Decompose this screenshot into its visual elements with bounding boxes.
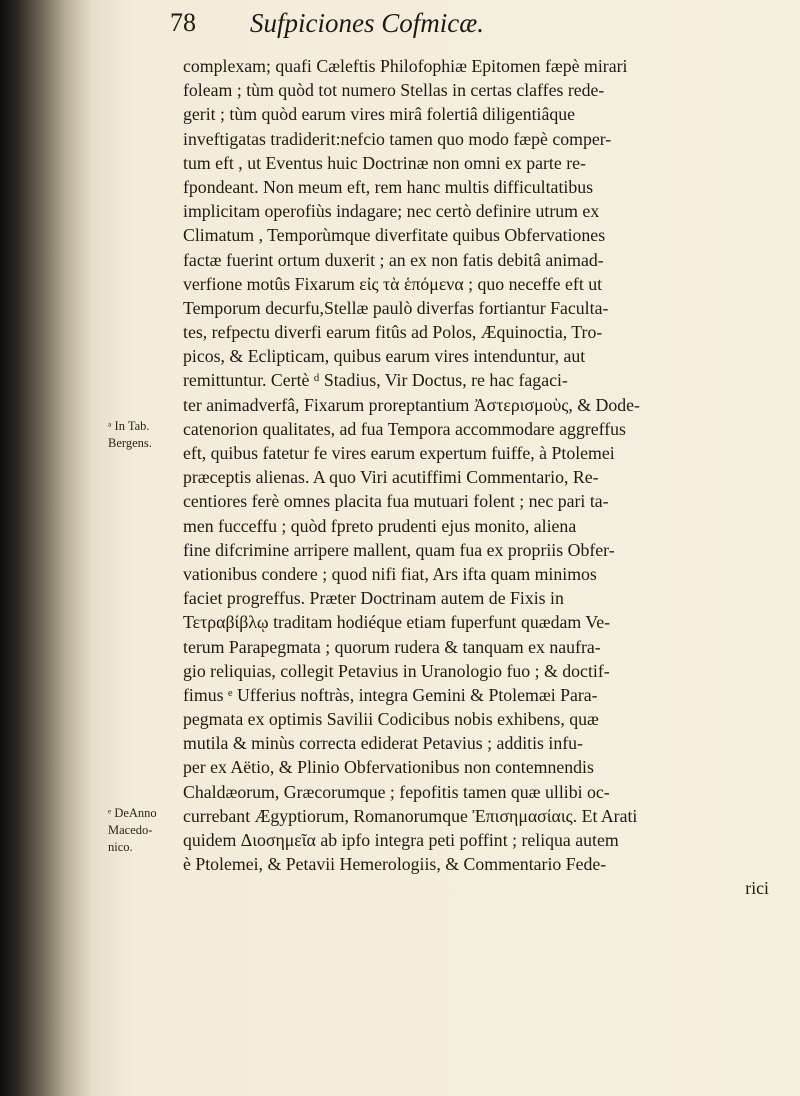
text-line: vationibus condere ; quod nifi fiat, Ars ifta quam minimos [183, 563, 597, 584]
catchword: rici [745, 878, 769, 899]
text-line: inveftigatas tradiderit:nefcio tamen quo modo fæpè comper- [183, 128, 612, 149]
text-line: tes, refpectu diverfi earum fitûs ad Polos, Æquinoctia, Tro- [183, 322, 603, 343]
text-line: pegmata ex optimis Savilii Codicibus nobis exhibens, quæ [183, 709, 599, 730]
text-line: verfione motûs Fixarum εἰς τὰ ἑπόμενα ; quo neceffe eft ut [183, 273, 603, 294]
text-line: præceptis alienas. A quo Viri acutiffimi Commentario, Re- [183, 467, 599, 488]
text-line: per ex Aëtio, & Plinio Obfervationibus non contemnendis [183, 757, 594, 778]
text-line: fimus ᵉ Ufferius noftràs, integra Gemini & Ptolemæi Para- [183, 684, 598, 705]
text-line: eft, quibus fatetur fe vires earum expertum fuiffe, à Ptolemei [183, 443, 615, 463]
text-line: Chaldæorum, Græcorumque ; fepofitis tamen quæ ullibi oc- [183, 781, 610, 802]
margin-note-line: nico. [108, 840, 133, 854]
text-line: complexam; quafi Cæleftis Philofophiæ Epitomen fæpè mirari [183, 56, 628, 76]
text-line: factæ fuerint ortum duxerit ; an ex non fatis debitâ animad- [183, 249, 604, 270]
margin-note-line: Bergens. [108, 436, 152, 450]
text-line: picos, & Eclipticam, quibus earum vires intenduntur, aut [183, 346, 586, 367]
text-line: Τετραβίβλῳ traditam hodiéque etiam fuperfunt quædam Ve- [183, 612, 611, 633]
text-line: gerit ; tùm quòd earum vires mirâ folertiâ diligentiâque [183, 104, 576, 125]
text-line: faciet progreffus. Præter Doctrinam autem de Fixis in [183, 588, 564, 609]
text-line: centiores ferè omnes placita fua mutuari folent ; nec pari ta- [183, 491, 609, 512]
text-line: remittuntur. Certè ᵈ Stadius, Vir Doctus, re hac fagaci- [183, 370, 568, 391]
body-text [183, 54, 783, 901]
text-line: Temporum decurfu,Stellæ paulò diverfas fortiantur Faculta- [183, 297, 609, 318]
text-line: currebant Ægyptiorum, Romanorumque Ἐπισημασίαις. Et Arati [183, 805, 638, 826]
text-line: è Ptolemei, & Petavii Hemerologiis, & Commentario Fede- [183, 854, 607, 875]
margin-note-de-anno [108, 805, 157, 856]
text-line: terum Parapegmata ; quorum rudera & tanquam ex naufra- [183, 636, 601, 657]
text-line: ter animadverfâ, Fixarum proreptantium Ἀστερισμοὺς, & Dode- [183, 394, 640, 415]
text-line: implicitam operofiùs indagare; nec certò definire utrum ex [183, 201, 600, 222]
page-number: 78 [170, 8, 196, 37]
running-title: Sufpiciones Cofmicæ. [250, 8, 484, 38]
text-line: gio reliquias, collegit Petavius in Uranologio fuo ; & doctif- [183, 660, 610, 681]
margin-note-tab-bergens [108, 418, 152, 452]
margin-note-line: ᵉ DeAnno [108, 806, 157, 820]
text-line: quidem Διοσημεῖα ab ipfo integra peti poffint ; reliqua autem [183, 830, 619, 850]
text-line: men fucceffu ; quòd fpreto prudenti ejus monito, aliena [183, 515, 577, 536]
text-line: catenorion qualitates, ad fua Tempora accommodare aggreffus [183, 418, 626, 439]
book-gutter [0, 0, 92, 1096]
text-line: fine difcrimine arripere mallent, quam fua ex propriis Obfer- [183, 539, 615, 560]
text-line: tum eft , ut Eventus huic Doctrinæ non omni ex parte re- [183, 152, 586, 173]
text-line: fpondeant. Non meum eft, rem hanc multis difficultatibus [183, 176, 594, 197]
text-line: foleam ; tùm quòd tot numero Stellas in certas claffes rede- [183, 80, 605, 101]
text-line: Climatum , Temporùmque diverfitate quibus Obfervationes [183, 225, 606, 246]
margin-note-line: Macedo- [108, 823, 153, 837]
text-line: mutila & minùs correcta ediderat Petavius ; additis infu- [183, 733, 583, 754]
margin-note-line: ᵃ In Tab. [108, 419, 150, 433]
